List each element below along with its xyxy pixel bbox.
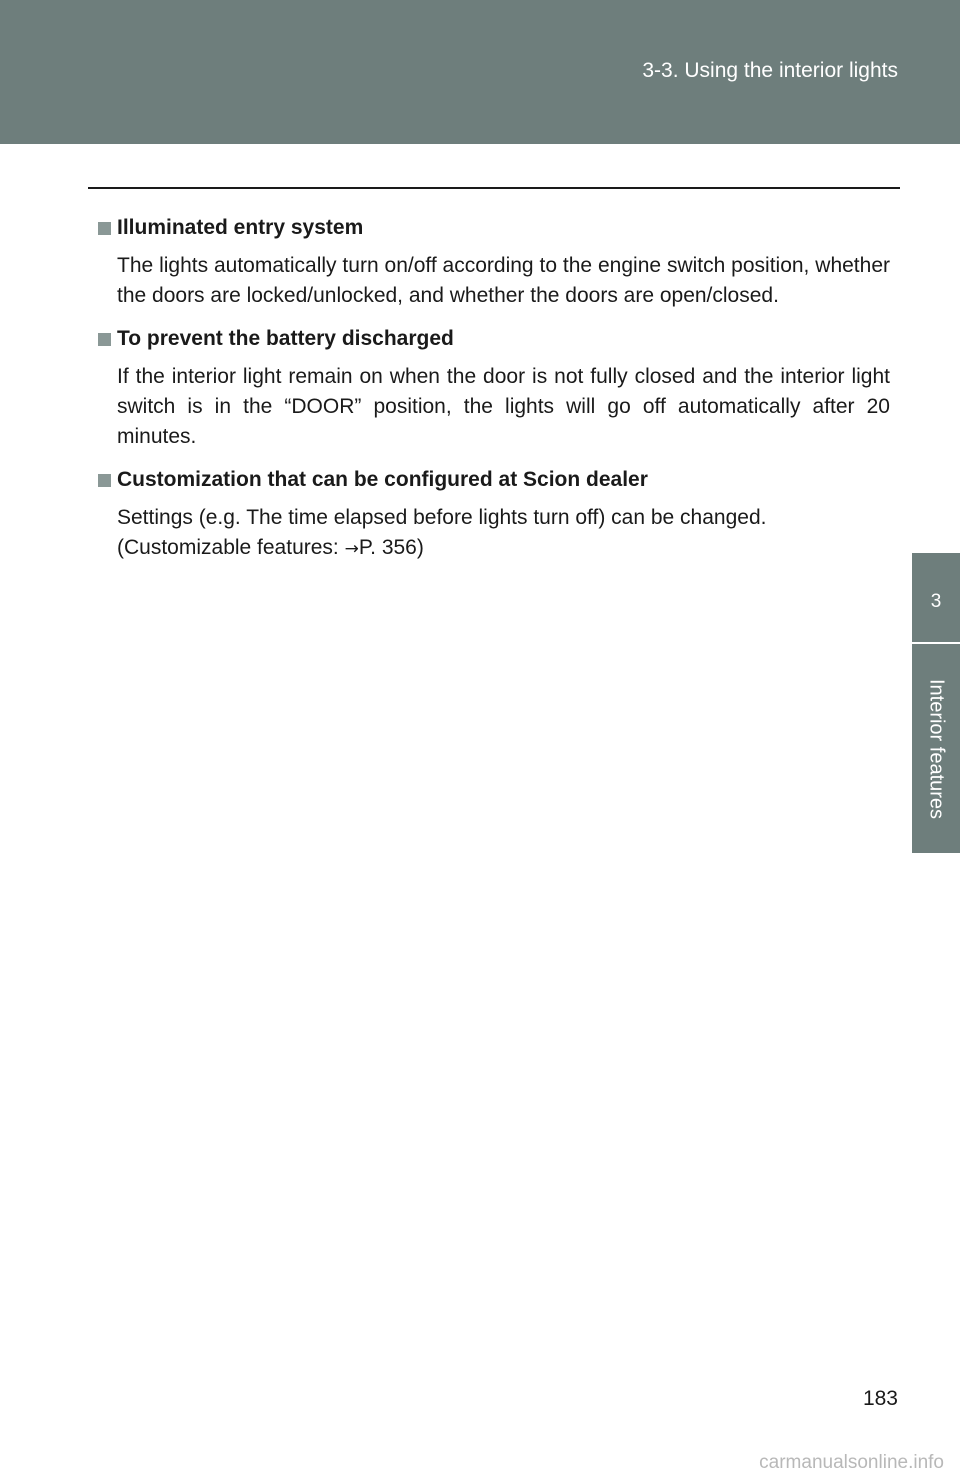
- section-heading-text: Illuminated entry system: [117, 216, 364, 239]
- section-customization: [98, 464, 890, 564]
- chapter-tab[interactable]: [912, 553, 960, 853]
- section-body-text: The lights automatically turn on/off according to the engine switch position, whether the doors are locked/unlocked, and whether the doors are open/closed.: [117, 254, 890, 307]
- top-rule: [88, 187, 900, 189]
- square-bullet-icon: [98, 474, 111, 487]
- section-heading: [98, 212, 890, 244]
- section-illuminated-entry: [98, 212, 890, 311]
- section-body: [98, 362, 890, 452]
- square-bullet-icon: [98, 333, 111, 346]
- section-title: 3-3. Using the interior lights: [642, 59, 898, 82]
- chapter-label-wrap: [912, 657, 960, 841]
- section-heading-text: To prevent the battery discharged: [117, 327, 454, 350]
- section-body-text: If the interior light remain on when the door is not fully closed and the interior light switch is in the “DOOR” position, the lights will go off automatically after 20 minutes.: [117, 365, 890, 448]
- reference-prefix: (Customizable features:: [117, 536, 345, 559]
- section-body: [98, 251, 890, 311]
- square-bullet-icon: [98, 222, 111, 235]
- chapter-number: 3: [930, 591, 942, 612]
- section-body: [98, 503, 890, 564]
- page-content: [98, 212, 890, 576]
- section-heading: [98, 323, 890, 355]
- chapter-label: Interior features: [925, 678, 948, 820]
- page-number: 183: [862, 1387, 898, 1410]
- header-band: [0, 0, 960, 144]
- reference-page: P. 356): [358, 536, 424, 559]
- section-heading: [98, 464, 890, 496]
- customizable-features-reference[interactable]: [117, 533, 890, 564]
- watermark: carmanualsonline.info: [759, 1452, 944, 1473]
- section-body-text: Settings (e.g. The time elapsed before lights turn off) can be changed.: [117, 506, 767, 529]
- chapter-tab-divider: [912, 642, 960, 644]
- section-heading-text: Customization that can be configured at Scion dealer: [117, 468, 648, 491]
- section-battery-discharge: [98, 323, 890, 452]
- arrow-right-icon: →: [344, 539, 359, 559]
